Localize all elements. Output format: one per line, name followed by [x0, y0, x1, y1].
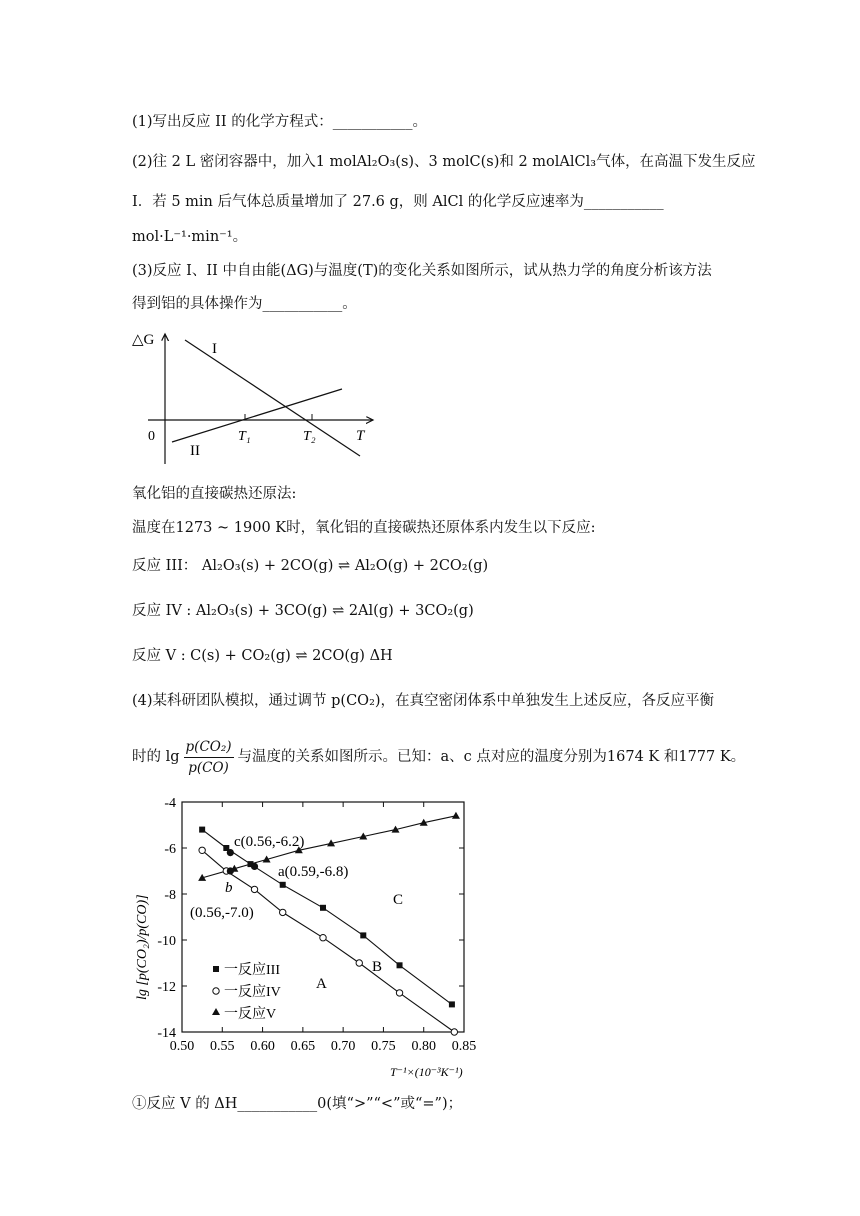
x-tick-label: 0.70 — [330, 1039, 356, 1054]
legend-marker-IV — [213, 988, 219, 994]
x-tick-label: 0.55 — [210, 1039, 235, 1054]
fig1-label-I: I — [212, 341, 217, 357]
data-point-V — [452, 812, 460, 819]
fig1-line-I — [185, 340, 360, 456]
y-tick-label: -10 — [157, 934, 176, 949]
question-1: (1)写出反应 II 的化学方程式：___________。 — [132, 114, 427, 130]
question-2-line-2: I．若 5 min 后气体总质量增加了 27.6 g，则 AlCl 的化学反应速率为___________ — [132, 194, 664, 210]
y-tick-label: -6 — [164, 842, 176, 857]
question-4-line-1: (4)某科研团队模拟，通过调节 p(CO₂)，在真空密闭体系中单独发生上述反应，各反应平衡 — [132, 693, 715, 709]
chart-legend — [212, 962, 281, 1022]
y-tick-label: -12 — [157, 980, 176, 995]
point-a — [251, 863, 258, 870]
data-point-III — [360, 932, 366, 938]
lg-ratio-chart — [128, 788, 488, 1088]
x-tick-label: 0.60 — [250, 1039, 275, 1054]
q4-suffix: 与温度的关系如图所示。已知：a、c 点对应的温度分别为1674 K 和1777 K。 — [237, 749, 746, 765]
y-tick-label: -14 — [157, 1026, 176, 1041]
data-point-IV — [199, 847, 205, 853]
chart-y-axis-label: lg [p(CO₂)/p(CO)] — [135, 894, 150, 1000]
fig1-origin: 0 — [148, 429, 155, 444]
question-2-line-1: (2)往 2 L 密闭容器中，加入1 molAl₂O₃(s)、3 molC(s)和 2 molAlCl₃气体，在高温下发生反应 — [132, 154, 756, 170]
question-3-line-2: 得到铝的具体操作为___________。 — [132, 296, 357, 312]
data-point-IV — [280, 909, 286, 915]
data-point-IV — [451, 1029, 457, 1035]
x-tick-label: 0.85 — [451, 1039, 477, 1054]
fig1-y-label: △G — [132, 332, 155, 348]
fig1-line-II — [172, 389, 342, 442]
data-point-III — [397, 962, 403, 968]
annotation-b-coords: (0.56,-7.0) — [190, 905, 254, 921]
data-point-III — [280, 882, 286, 888]
x-tick-label: 0.65 — [290, 1039, 316, 1054]
legend-marker-III — [213, 966, 219, 972]
legend-label-V: 一反应V — [224, 1007, 277, 1022]
question-4-sub-1: ①反应 V 的 ΔH___________0(填“>”“<”或“=”)； — [132, 1096, 463, 1112]
legend-marker-V — [212, 1008, 220, 1015]
data-point-IV — [356, 960, 362, 966]
fig1-label-II: II — [190, 443, 200, 459]
legend-label-III: 一反应III — [224, 963, 280, 978]
data-point-IV — [320, 935, 326, 941]
q4-fraction-num: p(CO₂) — [184, 737, 234, 758]
annotation-b: b — [225, 880, 233, 896]
reaction-V: 反应 V : C(s) + CO₂(g) ⇌ 2CO(g) ΔH — [132, 648, 393, 664]
x-tick-label: 0.75 — [371, 1039, 396, 1054]
chart-x-axis-label: T⁻¹×(10⁻³K⁻¹) — [390, 1065, 463, 1079]
x-tick-label: 0.80 — [411, 1039, 436, 1054]
y-tick-label: -4 — [164, 796, 176, 811]
region-label-C: C — [393, 892, 404, 908]
annotation-c: c(0.56,-6.2) — [234, 834, 305, 850]
q4-fraction-den: p(CO) — [188, 759, 229, 776]
point-b — [227, 867, 234, 874]
data-point-III — [449, 1001, 455, 1007]
reaction-III: 反应 III： Al₂O₃(s) + 2CO(g) ⇌ Al₂O(g) + 2CO₂(g) — [132, 558, 489, 574]
x-tick-label: 0.50 — [169, 1039, 195, 1054]
section-intro: 温度在1273 ~ 1900 K时，氧化铝的直接碳热还原体系内发生以下反应: — [132, 520, 596, 536]
point-c — [227, 849, 234, 856]
data-point-III — [199, 827, 205, 833]
region-label-A: A — [316, 976, 327, 992]
y-tick-label: -8 — [164, 888, 176, 903]
fig1-t1-label: T₁ — [238, 429, 251, 444]
section-title: 氧化铝的直接碳热还原法: — [132, 486, 297, 502]
fig1-t2-label: T₂ — [303, 429, 316, 444]
question-2-line-3: mol·L⁻¹·min⁻¹。 — [132, 229, 248, 245]
reaction-IV: 反应 IV : Al₂O₃(s) + 3CO(g) ⇌ 2Al(g) + 3CO₂(g) — [132, 603, 474, 619]
legend-label-IV: 一反应IV — [224, 985, 281, 1000]
q4-fraction — [184, 737, 234, 778]
fig1-x-label: T — [356, 428, 365, 444]
q4-prefix: 时的 lg — [132, 749, 180, 765]
annotation-a: a(0.59,-6.8) — [278, 864, 349, 880]
data-point-IV — [396, 990, 402, 996]
delta-g-figure — [130, 326, 380, 466]
data-point-III — [320, 905, 326, 911]
region-label-B: B — [372, 959, 383, 975]
data-point-IV — [251, 886, 257, 892]
question-4-line-2 — [132, 735, 745, 779]
question-3-line-1: (3)反应 I、II 中自由能(ΔG)与温度(T)的变化关系如图所示，试从热力学的角度分析该方法 — [132, 263, 712, 279]
